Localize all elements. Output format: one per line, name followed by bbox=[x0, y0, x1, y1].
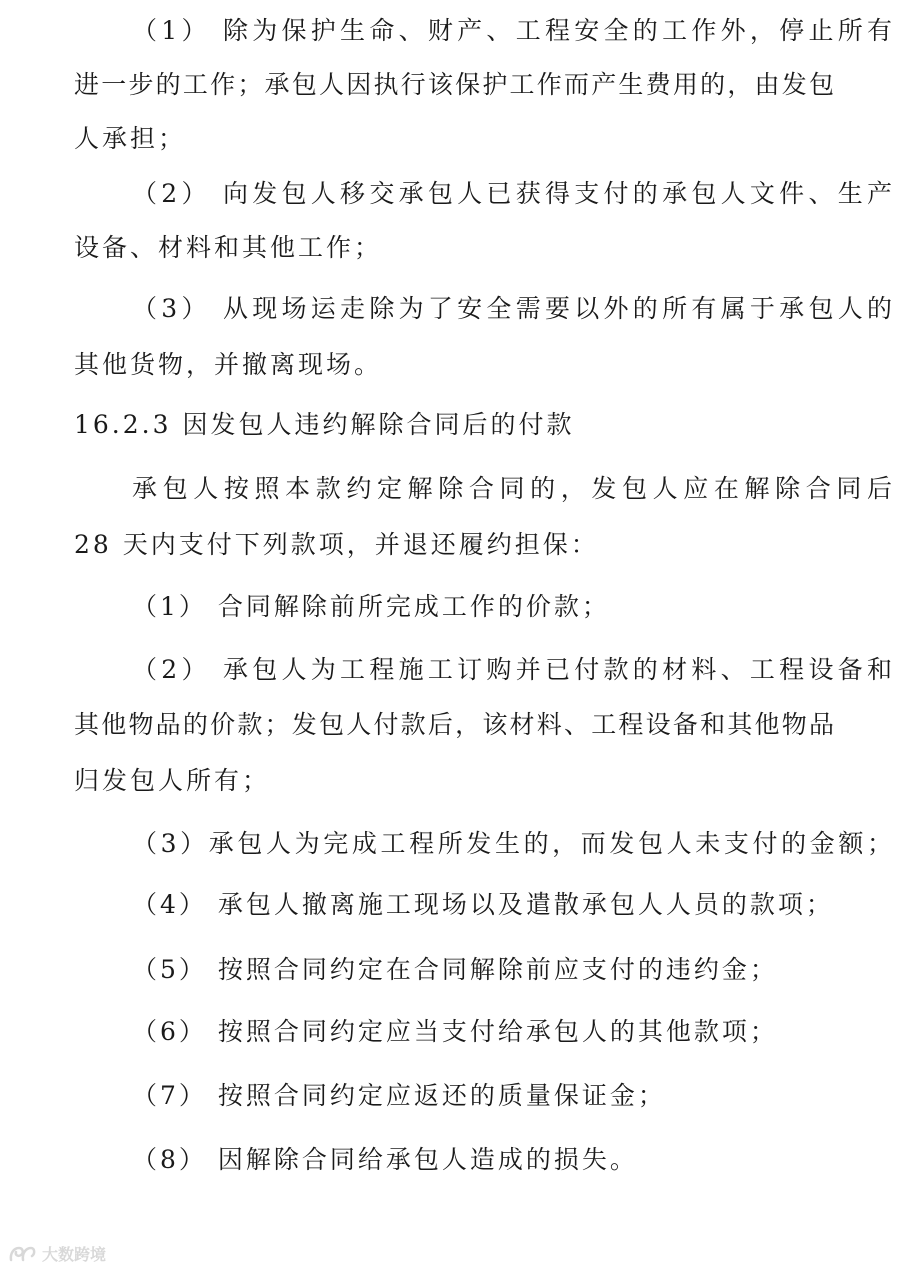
brand-logo-icon bbox=[8, 1244, 36, 1264]
section-heading: 16.2.3 因发包人违约解除合同后的付款 bbox=[74, 410, 575, 439]
text-line: 承包人按照本款约定解除合同的，发包人应在解除合同后 bbox=[132, 474, 892, 503]
text-line: 28 天内支付下列款项，并退还履约担保： bbox=[74, 530, 599, 559]
text-line: 设备、材料和其他工作； bbox=[74, 233, 383, 262]
text-line: 归发包人所有； bbox=[74, 766, 271, 795]
text-line: （1） 除为保护生命、财产、工程安全的工作外，停止所有 bbox=[132, 16, 892, 45]
text-line: 人承担； bbox=[74, 124, 187, 153]
list-item: （7） 按照合同约定应返还的质量保证金； bbox=[132, 1081, 666, 1110]
watermark-text: 大数跨境 bbox=[42, 1245, 107, 1264]
text-line: 其他物品的价款；发包人付款后，该材料、工程设备和其他物品 bbox=[74, 710, 834, 739]
text-line: 其他货物，并撤离现场。 bbox=[74, 350, 383, 379]
watermark bbox=[8, 1242, 106, 1265]
list-item: （8） 因解除合同给承包人造成的损失。 bbox=[132, 1145, 638, 1174]
list-item: （5） 按照合同约定在合同解除前应支付的违约金； bbox=[132, 955, 778, 984]
list-item: （4） 承包人撤离施工现场以及遣散承包人人员的款项； bbox=[132, 890, 834, 919]
text-line: 进一步的工作；承包人因执行该保护工作而产生费用的，由发包 bbox=[74, 70, 834, 99]
list-item: （1） 合同解除前所完成工作的价款； bbox=[132, 592, 610, 621]
text-line: （2） 向发包人移交承包人已获得支付的承包人文件、生产 bbox=[132, 179, 892, 208]
list-item: （2） 承包人为工程施工订购并已付款的材料、工程设备和 bbox=[132, 655, 892, 684]
text-line: （3） 从现场运走除为了安全需要以外的所有属于承包人的 bbox=[132, 294, 892, 323]
list-item: （3）承包人为完成工程所发生的，而发包人未支付的金额； bbox=[132, 829, 892, 858]
list-item: （6） 按照合同约定应当支付给承包人的其他款项； bbox=[132, 1017, 778, 1046]
